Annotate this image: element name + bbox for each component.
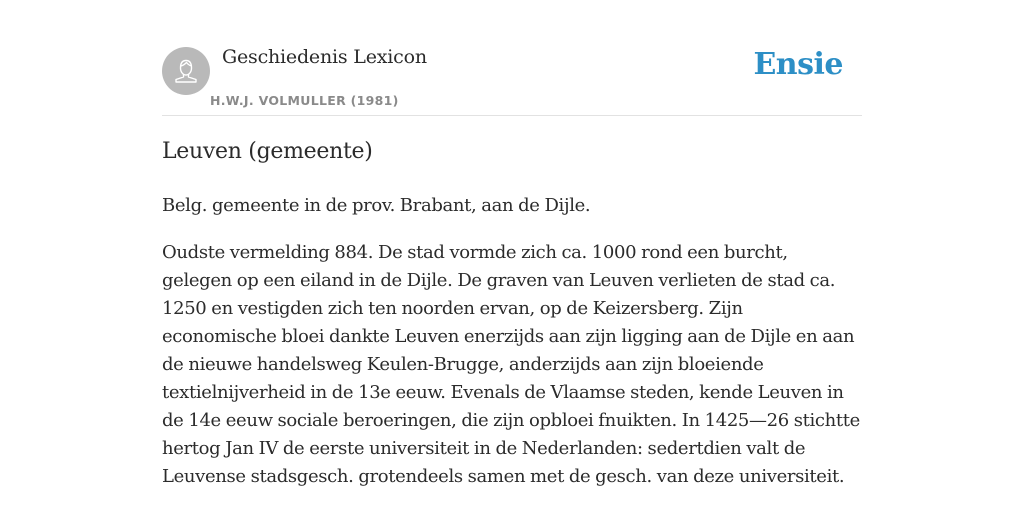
avatar[interactable] xyxy=(162,47,210,95)
article-paragraph: Oudste vermelding 884. De stad vormde zich ca. 1000 rond een burcht, gelegen op een eiland in de Dijle. De graven van Leuven verlieten de stad ca. 1250 en vestigden zich ten noorden ervan, op de Keizersberg. Zijn economische bloei dankte Leuven enerzijds aan zijn ligging aan de Dijle en aan de nieuwe handelsweg Keulen-Brugge, anderzijds aan zijn bloeiende textielnijverheid in de 13e eeuw. Evenals de Vlaamse steden, kende Leuven in de 14e eeuw sociale beroeringen, die zijn opbloei fnuikten. In 1425—26 stichtte hertog Jan IV de eerste universiteit in de Nederlanden: sedertdien valt de Leuvense stadsgesch. grotendeels samen met de gesch. van deze universiteit. xyxy=(162,242,860,487)
page xyxy=(162,0,862,487)
user-placeholder-icon xyxy=(162,47,210,95)
article-title: Leuven (gemeente) xyxy=(162,139,373,164)
source-header xyxy=(162,0,862,116)
article-paragraph: Belg. gemeente in de prov. Brabant, aan de Dijle. xyxy=(162,195,591,216)
source-title[interactable]: Geschiedenis Lexicon xyxy=(222,46,427,68)
source-author[interactable]: H.W.J. VOLMULLER (1981) xyxy=(210,93,399,108)
ensie-logo[interactable]: Ensie xyxy=(753,47,843,82)
